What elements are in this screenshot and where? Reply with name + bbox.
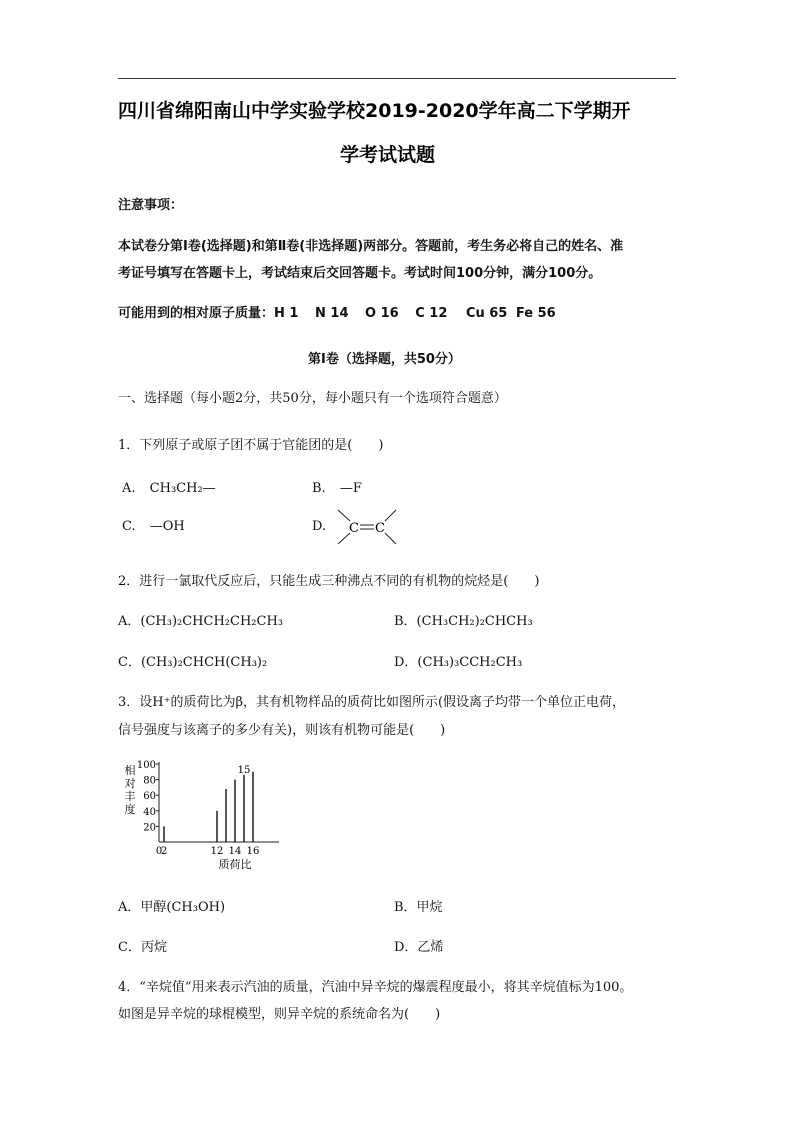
q1-a-text: CH₃CH₂— — [149, 481, 216, 496]
atomic-mass-c: C 12 — [415, 306, 448, 321]
q2-option-a: A．(CH₃)₂CHCH₂CH₂CH₃ — [118, 614, 284, 629]
q2-option-d: D．(CH₃)₃CCH₂CH₃ — [394, 655, 523, 670]
notice-heading: 注意事项： — [118, 198, 184, 213]
q1-b-text: —F — [339, 481, 362, 496]
exam-title-line2: 学考试试题 — [340, 144, 436, 166]
q1-option-c — [122, 519, 185, 534]
q1-option-b — [312, 481, 362, 496]
x-tick-label: 14 — [228, 846, 242, 857]
y-axis-label-char: 对 — [124, 777, 136, 790]
q3-option-c: C．丙烷 — [118, 940, 167, 955]
atomic-mass-n: N 14 — [315, 306, 349, 321]
atomic-mass-cu: Cu 65 — [465, 306, 508, 321]
exam-title-line1: 四川省绵阳南山中学实验学校2019-2020学年高二下学期开 — [118, 100, 631, 122]
q1-option-d-label: D. — [312, 519, 327, 534]
q1-option-a — [122, 481, 216, 496]
y-tick-label: 100 — [136, 760, 156, 771]
bond-lower-right — [385, 533, 396, 544]
bond-upper-left — [338, 510, 350, 521]
notice-line1: 本试卷分第Ⅰ卷(选择题)和第Ⅱ卷(非选择题)两部分。答题前，考生务必将自己的姓名、准 — [118, 239, 624, 254]
atomic-mass-row — [118, 302, 556, 321]
x-tick-label: 16 — [246, 846, 260, 857]
atomic-mass-fe: Fe 56 — [515, 306, 556, 321]
atomic-mass-label: 可能用到的相对原子质量： — [118, 306, 275, 321]
y-axis-label-char: 度 — [124, 803, 136, 816]
mass-spectrum-chart — [114, 756, 284, 874]
y-tick-label: 60 — [143, 791, 156, 803]
x-axis-label: 质荷比 — [218, 858, 252, 871]
q2-option-b: B．(CH₃CH₂)₂CHCH₃ — [394, 614, 533, 629]
section-instruction: 一、选择题（每小题2分，共50分，每小题只有一个选项符合题意） — [118, 391, 507, 406]
q4-line1: 4．“辛烷值”用来表示汽油的质量，汽油中异辛烷的爆震程度最小，将其辛烷值标为100。 — [118, 980, 633, 995]
q1-option-d-structure — [332, 506, 402, 548]
y-axis-label-char: 相 — [124, 764, 136, 777]
q1-d-atom1: C — [349, 521, 359, 536]
y-tick-label: 40 — [143, 806, 156, 818]
q3-option-d: D．乙烯 — [394, 940, 444, 955]
q1-a-label: A. — [122, 481, 136, 496]
q2-stem: 2．进行一氯取代反应后，只能生成三种沸点不同的有机物的烷烃是( ) — [118, 574, 540, 589]
peak-label: 15 — [237, 764, 251, 776]
notice-line2: 考证号填写在答题卡上，考试结束后交回答题卡。考试时间100分钟，满分100分。 — [118, 266, 602, 281]
q1-c-text: —OH — [149, 519, 185, 534]
q2-option-c: C．(CH₃)₂CHCH(CH₃)₂ — [118, 655, 268, 670]
q1-d-atom2: C — [375, 521, 385, 536]
y-tick-label: 20 — [143, 822, 156, 834]
x-tick-label: 12 — [210, 846, 224, 857]
q1-b-label: B. — [312, 481, 326, 496]
y-axis-label-char: 丰 — [124, 790, 136, 803]
section-title: 第Ⅰ卷（选择题，共50分） — [308, 352, 461, 367]
x-tick-label: 0 — [155, 846, 163, 857]
q3-stem-line1: 3．设H⁺的质荷比为β，其有机物样品的质荷比如图所示(假设离子均带一个单位正电荷， — [118, 695, 626, 710]
bond-upper-right — [385, 510, 396, 521]
atomic-mass-h: H 1 — [274, 306, 299, 321]
y-tick-label: 80 — [143, 775, 156, 787]
q3-option-a: A．甲醇(CH₃OH) — [118, 900, 226, 915]
q1-stem: 1．下列原子或原子团不属于官能团的是( ) — [118, 438, 384, 453]
q3-stem-line2: 信号强度与该离子的多少有关)，则该有机物可能是( ) — [118, 723, 446, 738]
q4-line2: 如图是异辛烷的球棍模型，则异辛烷的系统命名为( ) — [118, 1007, 441, 1022]
header-rule — [118, 78, 676, 79]
atomic-mass-o: O 16 — [365, 306, 399, 321]
q3-option-b: B．甲烷 — [394, 900, 443, 915]
x-tick-label: 2 — [160, 846, 168, 857]
q1-c-label: C. — [122, 519, 136, 534]
